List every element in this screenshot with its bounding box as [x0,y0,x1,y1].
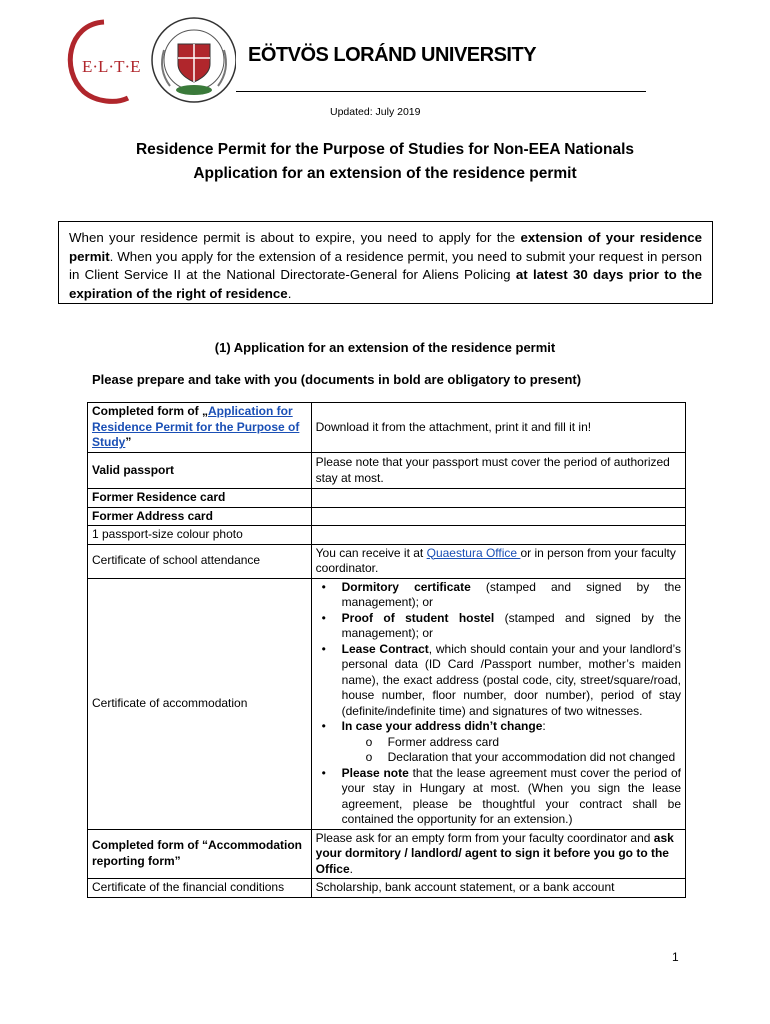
table-cell: Certificate of accommodation [88,578,312,829]
table-row [88,578,686,829]
cell-text: . [349,861,353,876]
elte-logo [56,10,236,110]
table-row [88,829,686,879]
table-cell [311,544,685,578]
cell-text: You can receive it at [315,545,427,560]
table-row [88,453,686,489]
info-text: When your residence permit is about to expire, you need to apply for the [69,230,521,245]
application-form-link[interactable]: Application for Residence Permit for the Purpose of Study [92,404,300,450]
table-cell: Completed form of “Accommodation reporting form” [88,829,312,879]
table-row [88,507,686,526]
cell-text: In case your address didn’t change [341,719,543,733]
quaestura-office-link[interactable]: Quaestura Office [426,545,521,560]
list-item: o Declaration that your accommodation did not changed [362,750,681,766]
cell-text: Lease Contract [341,641,429,656]
info-bold: at latest 30 days prior to the expiration of the right of residence [69,267,702,301]
table-cell: Download it from the attachment, print it and fill it in! [311,403,685,453]
table-cell [311,526,685,545]
header-divider [236,91,646,92]
cell-text: , which should contain your and your landlord’s personal data (ID Card /Passport number, mother’s maiden name), the exact address (postal code, city, street/square/road, house number, floor number, door number), period of stay (definite/indefinite time) and signatures of two witnesses. [341,641,681,718]
table-cell [311,489,685,508]
table-cell [311,578,685,829]
cell-text: Dormitory certificate [341,579,471,594]
table-cell: Valid passport [88,453,312,489]
list-item [316,642,681,720]
requirements-table [87,402,686,898]
page-number: 1 [672,950,679,964]
cell-text: that the lease agreement must cover the period of your stay in Hungary at most. (When you sign the lease agreement, please be thoughtful your contract shall be contained the opportunity for an extension.) [341,765,682,826]
cell-text: ask your dormitory / landlord/ agent to sign it before you go to the Office [315,830,674,876]
list-item [316,611,681,642]
table-row [88,526,686,545]
cell-text: Completed form of „ [92,404,208,419]
cell-text: ” [125,435,132,450]
table-row [88,879,686,898]
table-cell: Former Address card [88,507,312,526]
table-row [88,403,686,453]
table-cell [311,507,685,526]
logo-text: E·L·T·E [82,57,141,76]
table-cell: 1 passport-size colour photo [88,526,312,545]
list-item [316,719,681,766]
document-title: Residence Permit for the Purpose of Studies for Non-EEA Nationals [135,141,635,158]
cell-text: Please ask for an empty form from your faculty coordinator and [315,830,654,845]
document-subtitle: Application for an extension of the residence permit [193,165,577,182]
cell-text: or in person from your faculty coordinator. [315,545,676,575]
table-cell: Please note that your passport must cover the period of authorized stay at most. [311,453,685,489]
list-item [316,766,681,828]
list-item [316,580,681,611]
table-cell [88,403,312,453]
info-text: . [287,285,292,301]
table-row [88,489,686,508]
accommodation-list [316,580,681,828]
cell-text: (stamped and signed by the management); or [341,610,682,640]
updated-date: Updated: July 2019 [330,106,421,118]
table-cell [311,829,685,879]
prepare-note: Please prepare and take with you (documents in bold are obligatory to present) [92,372,582,387]
cell-text: (stamped and signed by the management); or [341,579,681,609]
university-name: EÖTVÖS LORÁND UNIVERSITY [248,44,537,66]
list-item: o Former address card [362,735,681,751]
sub-list [342,735,681,766]
info-bold: extension of your residence permit [69,230,702,264]
info-text: . When you apply for the extension of a residence permit, you need to submit your request in person in Client Service II at the National Directorate-General for Aliens Policing [69,248,702,282]
table-cell: Certificate of school attendance [88,544,312,578]
cell-text: Proof of student hostel [341,610,495,625]
table-cell: Certificate of the financial conditions [88,879,312,898]
table-row [88,544,686,578]
cell-text: Please note [341,765,409,780]
table-cell: Former Residence card [88,489,312,508]
table-cell: Scholarship, bank account statement, or a bank account [311,879,685,898]
cell-text: : [542,719,546,733]
section-heading: (1) Application for an extension of the residence permit [214,340,556,355]
info-box [58,221,713,304]
